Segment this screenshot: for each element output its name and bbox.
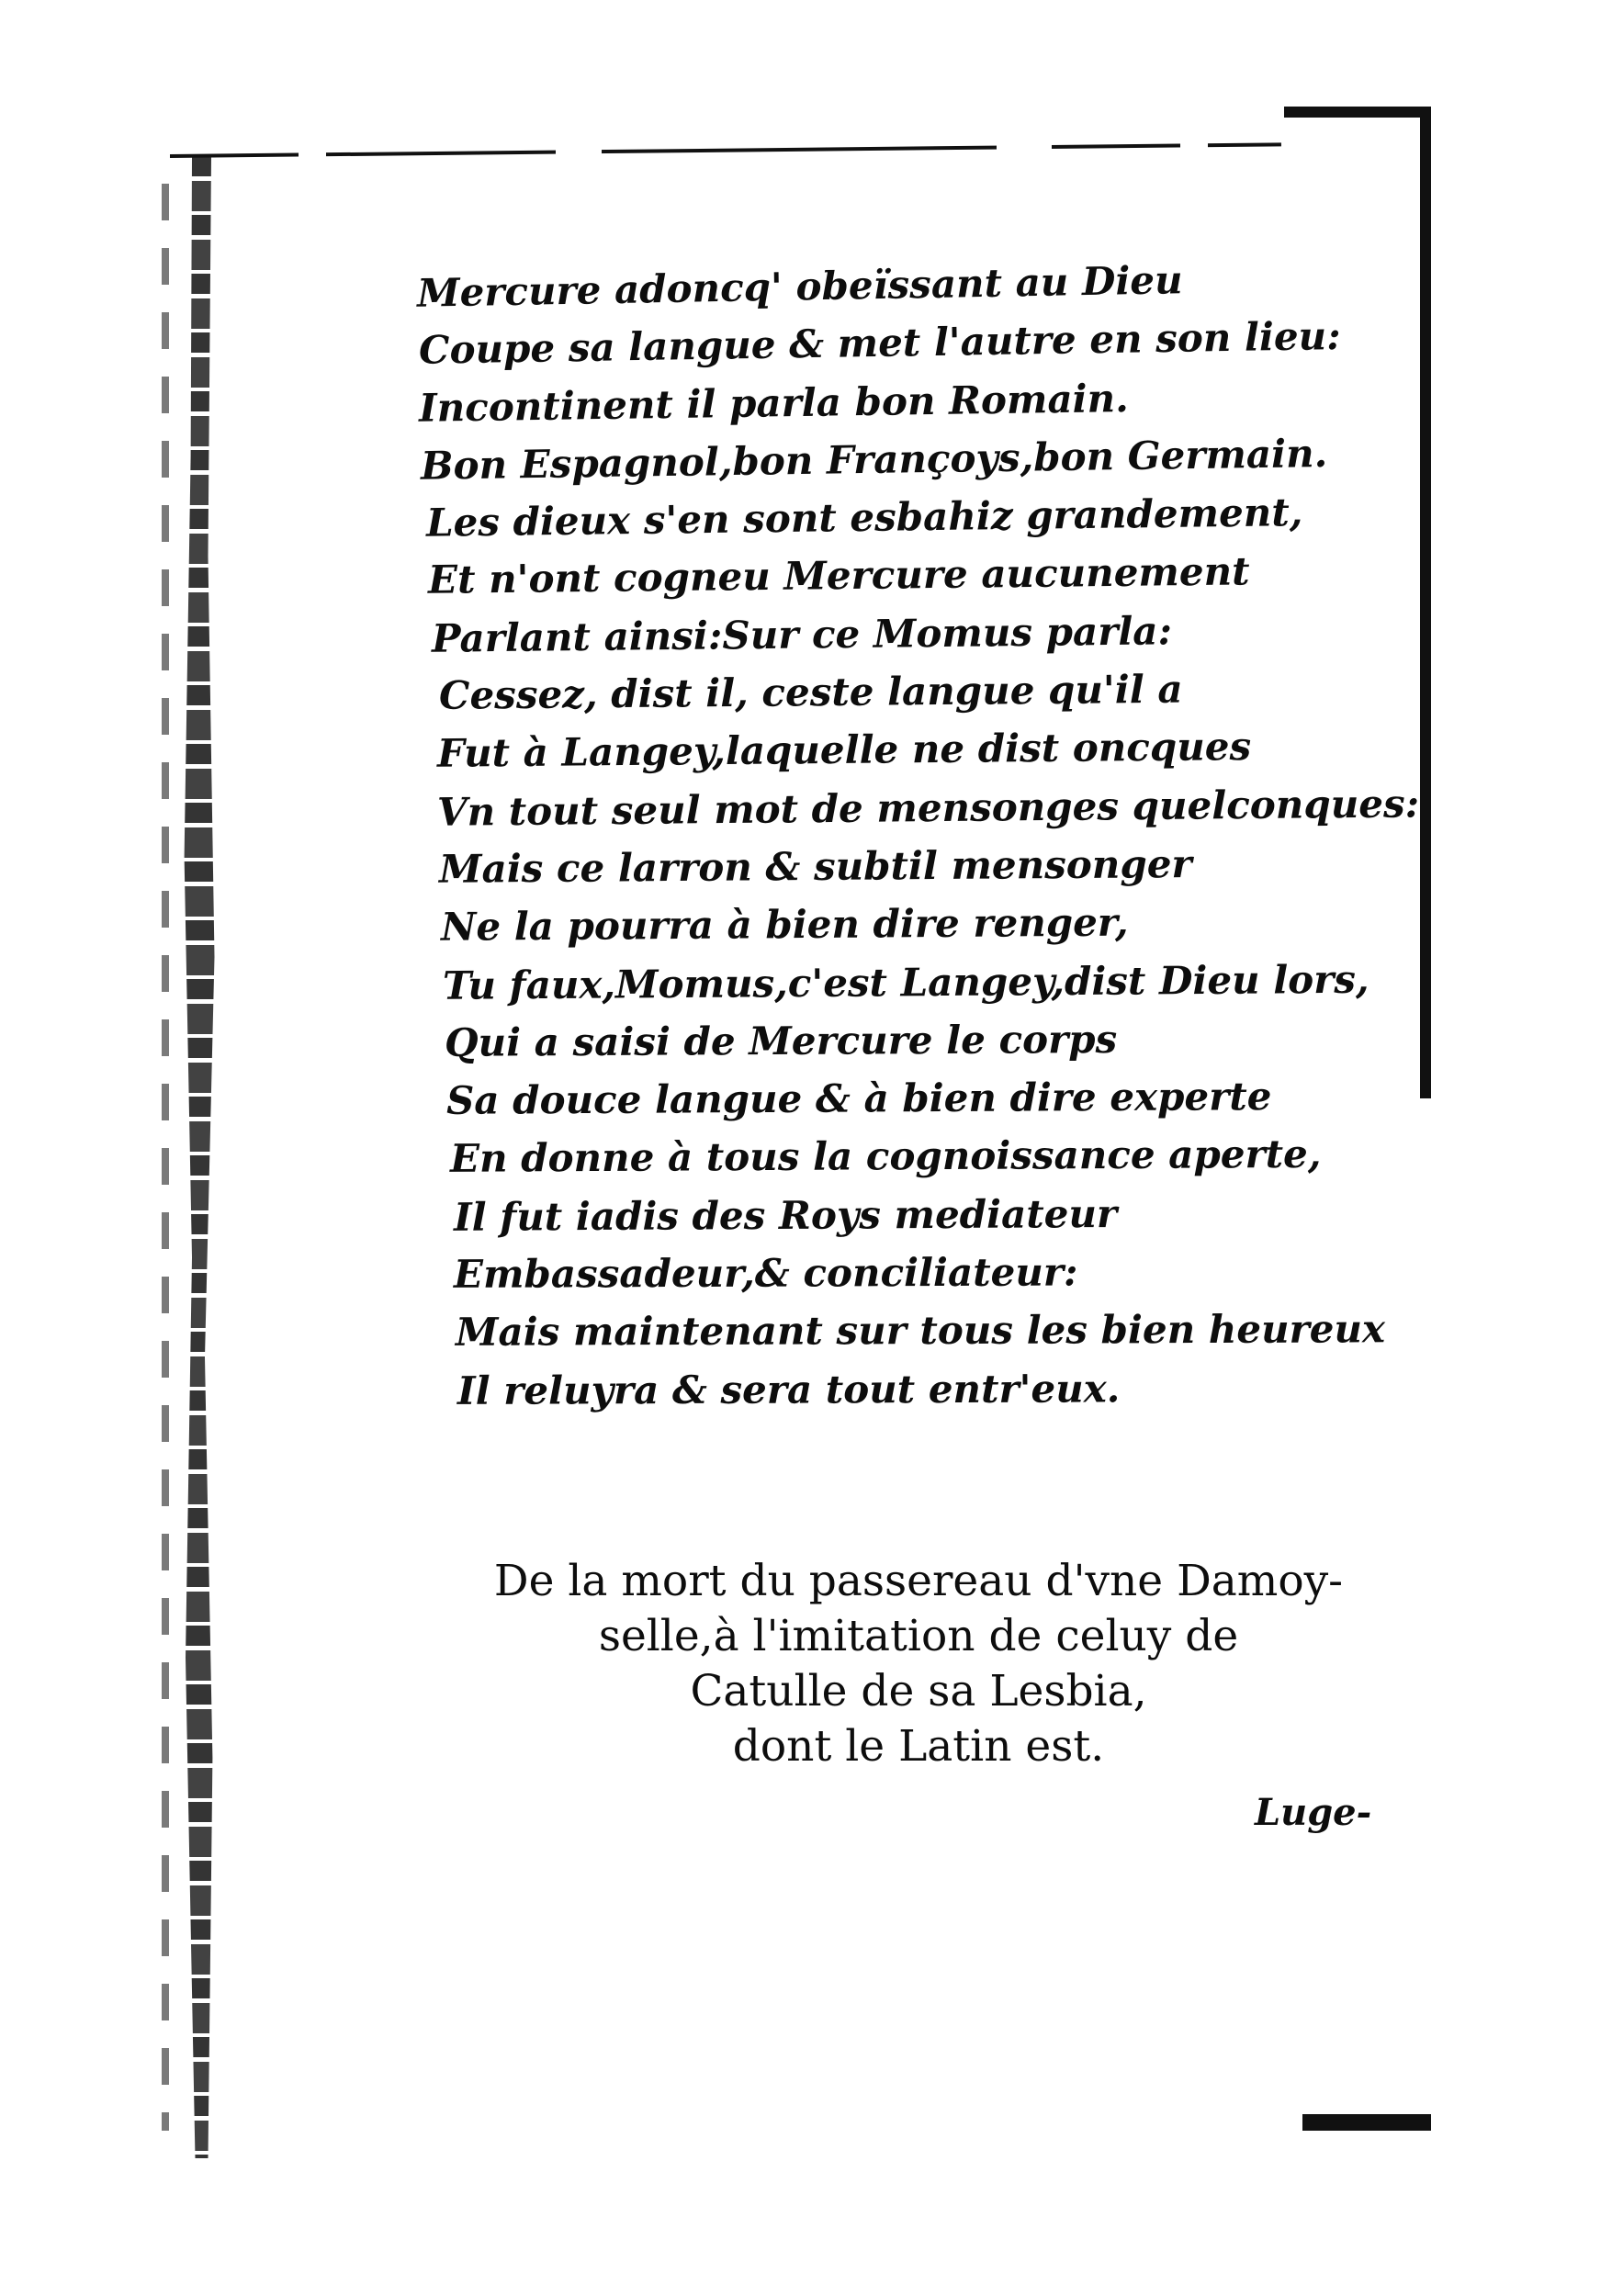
page-corner-mark — [1284, 107, 1431, 118]
poem-line: Parlant ainsi:Sur ce Momus parla: — [431, 608, 1173, 661]
page-top-edge — [170, 142, 1281, 158]
poem-line: Il fut iadis des Roys mediateur — [453, 1190, 1118, 1240]
title-line: selle,à l'imitation de celuy de — [598, 1611, 1239, 1661]
poem-line: Bon Espagnol,bon Françoys,bon Germain. — [420, 430, 1328, 489]
poem-line: Ne la pourra à bien dire renger, — [440, 899, 1129, 951]
poem-text — [413, 255, 1442, 1418]
title-line: Catulle de sa Lesbia, — [690, 1666, 1147, 1716]
binding-gutter — [173, 156, 237, 2158]
poem-line: Et n'ont cogneu Mercure aucunement — [427, 548, 1250, 603]
poem-line: Mercure adoncq' obeïssant au Dieu — [416, 257, 1183, 316]
poem-line: Sa douce langue & à bien dire experte — [445, 1074, 1272, 1123]
poem-line: Incontinent il parla bon Romain. — [418, 375, 1130, 431]
poem-line: En donne à tous la cognoissance aperte, — [449, 1131, 1322, 1182]
poem-line: Embassadeur,& conciliateur: — [453, 1249, 1078, 1297]
title-line: dont le Latin est. — [732, 1721, 1105, 1772]
poem-line: Coupe sa langue & met l'autre en son lieu: — [418, 313, 1341, 374]
poem-line: Fut à Langey,laquelle ne dist oncques — [436, 724, 1252, 777]
poem-line: Il reluyra & sera tout entr'eux. — [456, 1365, 1121, 1413]
poem-line: Tu faux,Momus,c'est Langey,dist Dieu lors, — [442, 956, 1369, 1008]
catchword: Luge- — [1255, 1791, 1372, 1834]
poem-line: Vn tout seul mot de mensonges quelconques: — [436, 781, 1420, 835]
title-line: De la mort du passereau d'vne Damoy- — [493, 1556, 1344, 1606]
page-bottom-mark — [1302, 2114, 1431, 2131]
section-title — [459, 1554, 1378, 1774]
binding-gutter-shadow — [162, 184, 169, 2131]
poem-line: Les dieux s'en sont esbahiz grandement, — [425, 490, 1303, 546]
poem-line: Mais ce larron & subtil mensonger — [438, 841, 1192, 892]
poem-line: Qui a saisi de Mercure le corps — [444, 1016, 1118, 1065]
poem-line: Cessez, dist il, ceste langue qu'il a — [438, 666, 1183, 718]
poem-line: Mais maintenant sur tous les bien heureux — [455, 1306, 1386, 1356]
